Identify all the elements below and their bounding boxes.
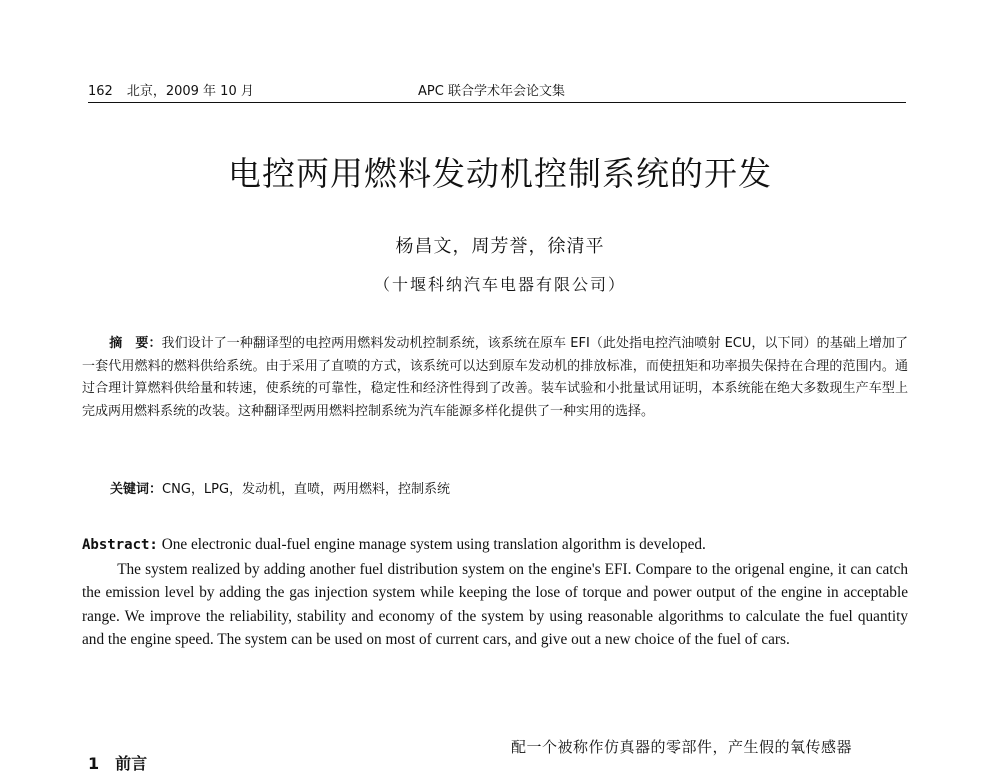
abstract-en-label: Abstract: [82, 537, 158, 553]
keywords-cn-label: 关键词： [110, 482, 163, 497]
abstract-cn-text: 我们设计了一种翻译型的电控两用燃料发动机控制系统，该系统在原车 EFI（此处指电控汽油喷射 ECU，以下同）的基础上增加了一套代用燃料的燃料供给系统。由于采用了直喷的方式，该系统可以达到原车发动机的排放标准，而使扭矩和功率损失保持在合理的范围内。通过合理计算燃料供给量和转速，使系统的可靠性，稳定性和经济性得到了改善。装车试验和小批量试用证明，本系统能在绝大多数现生产车型上完成两用燃料系统的改装。这种翻译型两用燃料控制系统为汽车能源多样化提供了一种实用的选择。 [82, 336, 908, 419]
abstract-cn-label: 摘 要： [109, 336, 162, 351]
header-proceedings: APC 联合学术年会论文集 [418, 84, 565, 99]
keywords-chinese [110, 478, 910, 497]
body-right-column-text: 配一个被称作仿真器的零部件，产生假的氧传感器 [511, 738, 853, 756]
header-left [88, 80, 254, 99]
section-heading: 1 前言 [88, 754, 148, 773]
running-header [88, 78, 906, 102]
abstract-en-body: The system realized by adding another fuel distribution system on the engine's EFI. Compare to the origenal engine, it can catch the emission level by adding the gas injection system while keeping the lose of torque and power output of the engine in acceptable range. We improve the reliability, stability and economy of the system by using reasonable algorithms to calculate the fuel quantity and the engine speed. The system can be used on most of current cars, and give out a new choice of the fuel of cars. [82, 560, 908, 649]
header-location-date: 北京，2009 年 10 月 [126, 84, 254, 99]
abstract-english [82, 533, 908, 652]
paper-title: 电控两用燃料发动机控制系统的开发 [228, 154, 772, 193]
paper-authors: 杨昌文，周芳誉，徐清平 [395, 236, 605, 257]
header-rule [88, 102, 906, 103]
abstract-en-first-line: One electronic dual-fuel engine manage system using translation algorithm is developed. [161, 536, 706, 553]
page-number: 162 [88, 84, 113, 99]
keywords-cn-text: CNG，LPG，发动机，直喷，两用燃料，控制系统 [162, 482, 451, 497]
abstract-chinese [82, 333, 908, 423]
paper-affiliation: （十堰科纳汽车电器有限公司） [373, 275, 626, 294]
